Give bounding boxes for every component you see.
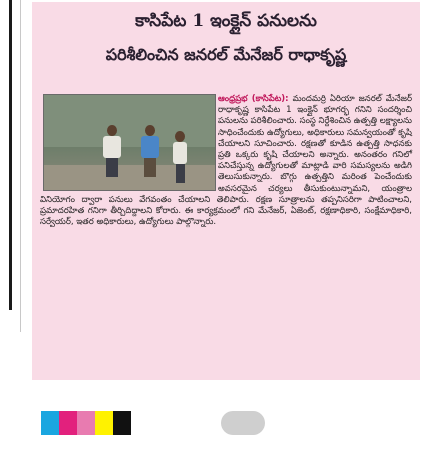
dateline: ఆంధ్రప్రభ (కాసిపేట):: [218, 94, 289, 104]
headline-line-2: పరిశీలించిన జనరల్ మేనేజర్ రాధాకృష్ణ: [105, 44, 347, 64]
black-swatch: [113, 411, 131, 435]
gray-pill-marker: [221, 411, 265, 435]
pink-swatch: [77, 411, 95, 435]
article-body: [40, 94, 412, 228]
column-rule: [9, 0, 12, 310]
headline-line-1: కాసిపేట 1 ఇంక్లైన్ పనులను: [135, 11, 317, 31]
column-rule-thin: [20, 0, 21, 332]
magenta-swatch: [59, 411, 77, 435]
color-registration-bar: [41, 411, 131, 435]
article-text: మందమర్రి ఏరియా జనరల్ మేనేజర్ రాధాకృష్ణ కాసిపేట 1 ఇంక్లైన్ భూగర్భ గనిని సందర్శించి పనులను పరిశీలించారు. సంస్థ నిర్దేశించిన ఉత్పత్తి లక్ష్యాలను సాధించేందుకు ఉద్యోగులు, అధికారులు సమన్వయంతో కృషి చేయాలని సూచించారు. రక్షణతో కూడిన ఉత్పత్తి సాధనకు ప్రతి ఒక్కరు కృషి చేయాలని అన్నారు. అనంతరం గనిలో పనిచేస్తున్న ఉద్యోగులతో మాట్లాడి వారి సమస్యలను అడిగి తెలుసుకున్నారు. బొగ్గు ఉత్పత్తిని మరింత పెంచేందుకు అవసరమైన చర్యలు తీసుకుంటున్నామని, యంత్రాల వినియోగం ద్వారా పనులు వేగవంతం చేయాలని తెలిపారు. రక్షణ సూత్రాలను తప్పనిసరిగా పాటించాలని, ప్రమాదరహిత గనిగా తీర్చిదిద్దాలని కోరారు. ఈ కార్యక్రమంలో గని మేనేజర్, ఏజెంట్, రక్షణాధికారి, సంక్షేమాధికారి, సర్వేయర్, ఇతర అధికారులు, ఉద్యోగులు పాల్గొన్నారు.: [40, 94, 412, 228]
cyan-swatch: [41, 411, 59, 435]
yellow-swatch: [95, 411, 113, 435]
news-clipping: [32, 2, 420, 380]
